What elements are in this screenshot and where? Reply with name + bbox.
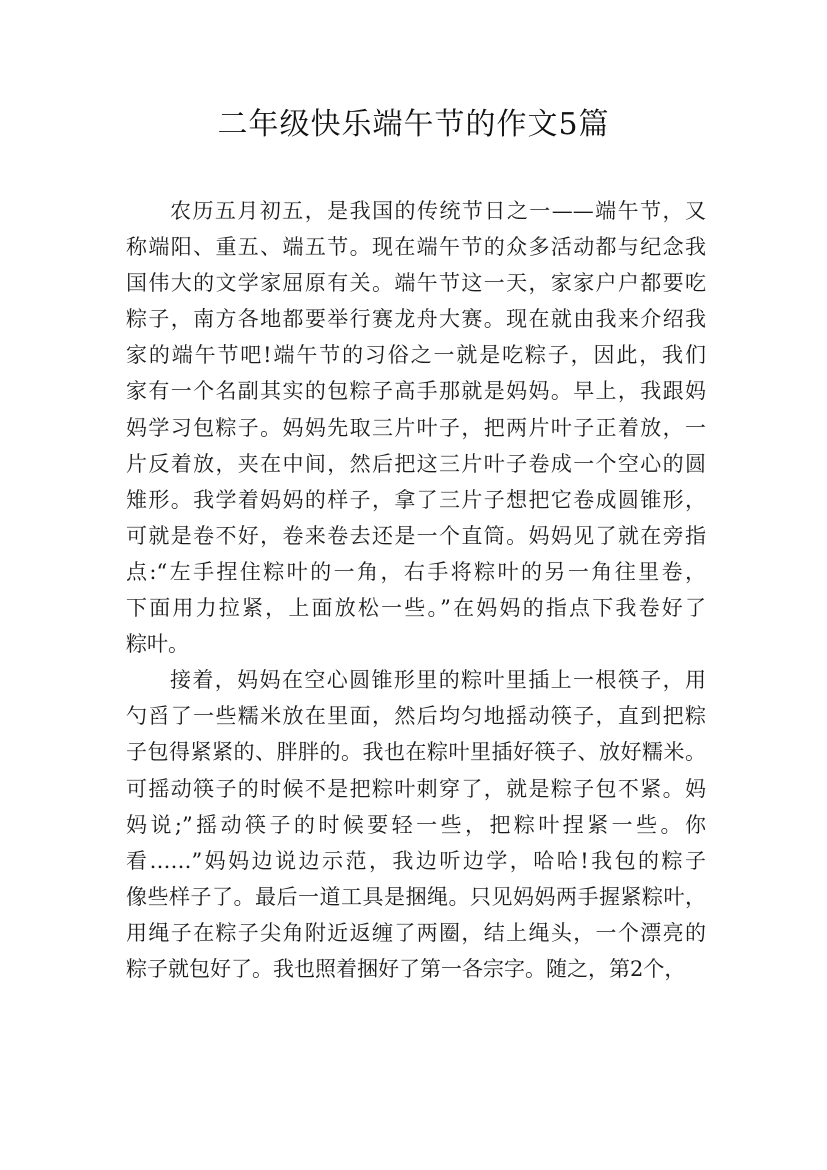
paragraph-line: 粽子就包好了。我也照着捆好了第一各宗字。随之，第2个， (126, 956, 686, 981)
paragraph-line: 粽子，南方各地都要举行赛龙舟大赛。现在就由我来介绍我 (126, 307, 706, 332)
paragraph-line: 妈说;”摇动筷子的时候要轻一些，把粽叶捏紧一些。你 (126, 812, 706, 837)
paragraph-line: 国伟大的文学家屈原有关。端午节这一天，家家户户都要吃 (126, 271, 706, 296)
paragraph-line: 子包得紧紧的、胖胖的。我也在粽叶里插好筷子、放好糯米。 (126, 740, 706, 765)
paragraph (126, 662, 706, 987)
paragraph-line: 下面用力拉紧，上面放松一些。”在妈妈的指点下我卷好了 (126, 596, 706, 621)
paragraph-line: 勺舀了一些糯米放在里面，然后均匀地摇动筷子，直到把粽 (126, 704, 706, 729)
paragraph-line: 点:“左手捏住粽叶的一角，右手将粽叶的另一角往里卷， (126, 559, 706, 584)
paragraph-line: 可就是卷不好，卷来卷去还是一个直筒。妈妈见了就在旁指 (126, 523, 706, 548)
paragraph-line: 接着，妈妈在空心圆锥形里的粽叶里插上一根筷子，用 (170, 668, 706, 693)
paragraph-line: 像些样子了。最后一道工具是捆绳。只见妈妈两手握紧粽叶， (126, 884, 706, 909)
paragraph-line: 可摇动筷子的时候不是把粽叶刺穿了，就是粽子包不紧。妈 (126, 776, 706, 801)
paragraph-line: 片反着放，夹在中间，然后把这三片叶子卷成一个空心的圆 (126, 451, 706, 476)
paragraph-line: 家有一个名副其实的包粽子高手那就是妈妈。早上，我跟妈 (126, 379, 706, 404)
paragraph-line: 粽叶。 (126, 632, 189, 657)
paragraph-line: 妈学习包粽子。妈妈先取三片叶子，把两片叶子正着放，一 (126, 415, 706, 440)
paragraph-line: 农历五月初五，是我国的传统节日之一——端午节，又 (170, 199, 706, 223)
paragraph-line: 看……”妈妈边说边示范，我边听边学，哈哈!我包的粽子 (126, 848, 706, 873)
paragraph (126, 193, 706, 662)
document-title: 二年级快乐端午节的作文5篇 (217, 107, 610, 142)
document-body (126, 193, 706, 987)
paragraph-line: 家的端午节吧!端午节的习俗之一就是吃粽子，因此，我们 (126, 343, 706, 368)
paragraph-line: 雉形。我学着妈妈的样子，拿了三片子想把它卷成圆锥形， (126, 487, 706, 512)
paragraph-line: 称端阳、重五、端五节。现在端午节的众多活动都与纪念我 (126, 235, 706, 260)
paragraph-line: 用绳子在粽子尖角附近返缠了两圈，结上绳头，一个漂亮的 (126, 920, 706, 945)
